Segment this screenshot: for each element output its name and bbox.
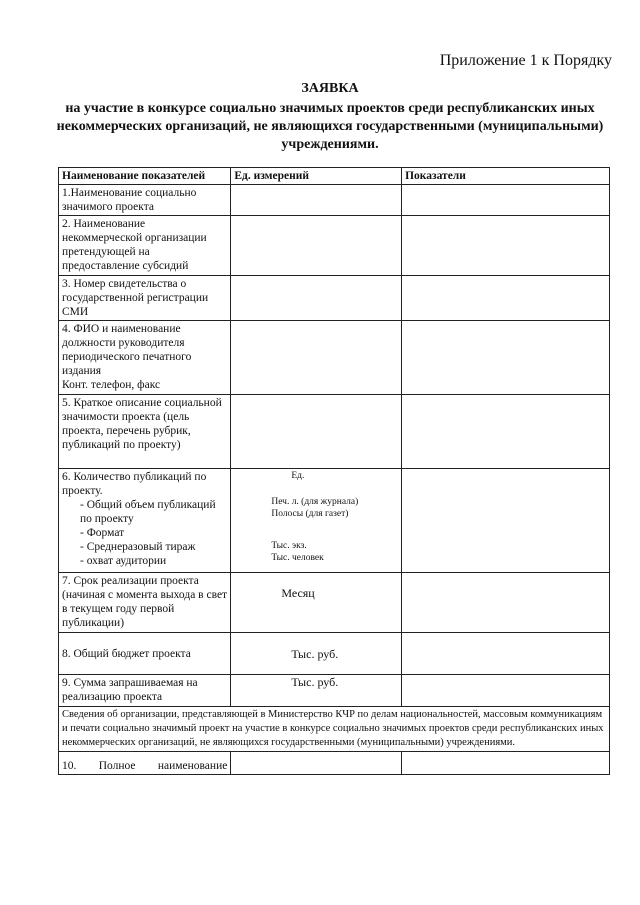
row-number: 10. [62, 760, 77, 772]
row-word: наименование [157, 760, 228, 772]
units-cell [231, 573, 402, 633]
table-row [59, 469, 610, 573]
sub-item: - Формат [80, 527, 125, 539]
table-header-row [59, 168, 610, 185]
table-row [59, 752, 610, 775]
table-row [59, 321, 610, 395]
row-label-cell [59, 321, 231, 395]
unit-label: Печ. л. (для журнала) [271, 497, 359, 507]
value-cell[interactable] [402, 469, 610, 573]
table-row [59, 573, 610, 633]
row-label: 8. Общий бюджет проекта [59, 633, 231, 675]
table-row [59, 276, 610, 321]
document-title [40, 80, 620, 154]
units-cell [231, 752, 402, 775]
row-word: Полное [98, 760, 136, 772]
units-cell [231, 185, 402, 216]
row-label: 6. Количество публикаций по проекту. [62, 471, 207, 497]
value-cell[interactable] [402, 675, 610, 707]
value-cell[interactable] [402, 321, 610, 395]
row-label: 3. Номер свидетельства о государственной регистрации СМИ [59, 276, 231, 321]
units-cell [231, 675, 402, 707]
value-cell[interactable] [402, 633, 610, 675]
value-cell[interactable] [402, 573, 610, 633]
appendix-label: Приложение 1 к Порядку [439, 52, 612, 69]
table-row [59, 633, 610, 675]
table-row [59, 216, 610, 276]
unit-label: Месяц [281, 586, 315, 600]
sub-item: - охват аудитории [80, 555, 167, 567]
row-label-extra: Конт. телефон, факс [62, 379, 161, 391]
row-label [62, 759, 227, 773]
units-cell [231, 216, 402, 276]
units-cell [231, 633, 402, 675]
table-row [59, 185, 610, 216]
row-label-cell [59, 752, 231, 775]
sub-item: - Среднеразовый тираж [80, 541, 196, 553]
units-cell [231, 321, 402, 395]
value-cell[interactable] [402, 752, 610, 775]
header-units: Ед. измерений [231, 168, 402, 185]
unit-label: Тыс. экз. [271, 541, 307, 551]
value-cell[interactable] [402, 185, 610, 216]
table-row [59, 395, 610, 469]
value-cell[interactable] [402, 395, 610, 469]
title-heading: ЗАЯВКА [301, 81, 359, 96]
units-cell [231, 276, 402, 321]
value-cell[interactable] [402, 216, 610, 276]
title-subheading: на участие в конкурсе социально значимых проектов среди республиканских иных некоммерческих организаций, не являющихся государственными (муниципальными) учреждениями. [56, 101, 604, 152]
unit-label: Полосы (для газет) [271, 509, 349, 519]
units-cell [231, 395, 402, 469]
units-cell [231, 469, 402, 573]
table-row [59, 675, 610, 707]
unit-label: Тыс. руб. [291, 646, 339, 661]
organization-info-text: Сведения об организации, представляющей в Министерство КЧР по делам национальностей, массовым коммуникациям и печати социально значимый проект на участие в конкурсе социально значимых проектов среди республиканских иных некоммерческих организаций, не являющихся государственными (муниципальными) учреждениями. [59, 707, 610, 752]
row-label: 1.Наименование социально значимого проекта [59, 185, 231, 216]
header-values: Показатели [402, 168, 610, 185]
unit-label: Тыс. человек [271, 553, 324, 563]
value-cell[interactable] [402, 276, 610, 321]
row-label: 9. Сумма запрашиваемая на реализацию проекта [59, 675, 231, 707]
unit-label: Ед. [291, 471, 305, 481]
row-label: 7. Срок реализации проекта (начиная с момента выхода в свет в текущем году первой публикации) [59, 573, 231, 633]
unit-label: Тыс. руб. [291, 675, 339, 689]
row-label: 4. ФИО и наименование должности руководителя периодического печатного издания [62, 323, 192, 377]
row-label: 5. Краткое описание социальной значимости проекта (цель проекта, перечень рубрик, публикаций по проекту) [59, 395, 231, 469]
header-indicator-name: Наименование показателей [59, 168, 231, 185]
organization-info-row [59, 707, 610, 752]
row-label: 2. Наименование некоммерческой организации претендующей на предоставление субсидий [59, 216, 231, 276]
application-table [58, 167, 610, 775]
row-label-cell [59, 469, 231, 573]
sub-item: - Общий объем публикаций по проекту [80, 499, 216, 525]
